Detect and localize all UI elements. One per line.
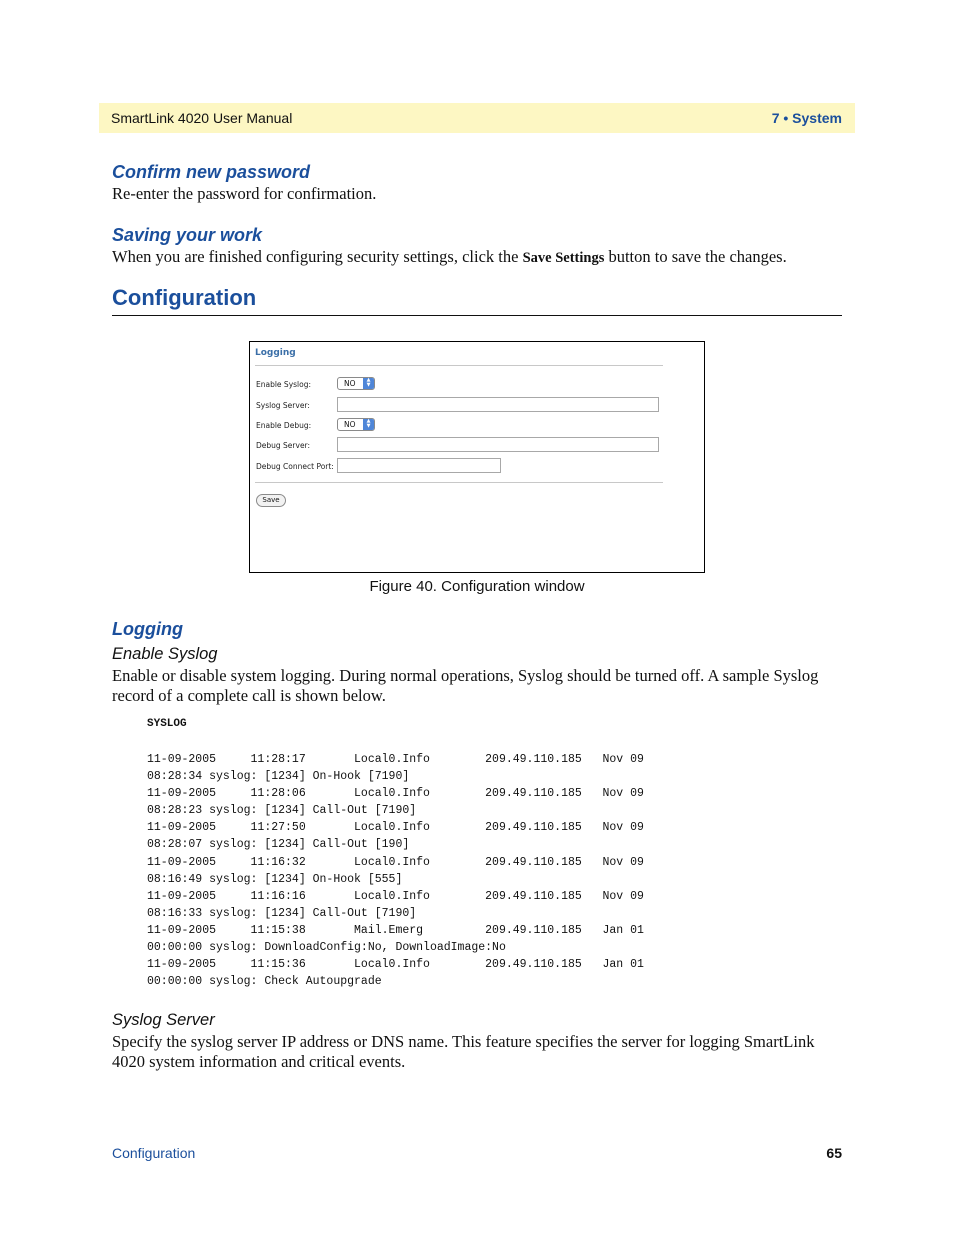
select-arrows-icon: ▲ ▼	[363, 378, 374, 389]
confirm-password-heading: Confirm new password	[112, 162, 311, 182]
enable-syslog-heading: Enable Syslog	[112, 645, 218, 663]
saving-work-heading: Saving your work	[112, 225, 263, 245]
enable-syslog-label: Enable Syslog:	[256, 380, 311, 389]
debug-server-input[interactable]	[337, 437, 659, 452]
page-number: 65	[826, 1145, 842, 1161]
enable-debug-value: NO	[344, 420, 356, 429]
configuration-heading: Configuration	[112, 285, 257, 310]
chapter-label: 7 • System	[771, 110, 842, 126]
code-line: 08:16:33 syslog: [1234] Call-Out [7190]	[147, 906, 417, 920]
panel-divider-top	[255, 365, 663, 366]
code-line: 11-09-2005 11:28:17 Local0.Info 209.49.110.185 Nov 09	[147, 753, 644, 766]
code-line: 08:28:34 syslog: [1234] On-Hook [7190]	[147, 770, 410, 784]
confirm-password-text: Re-enter the password for confirmation.	[112, 184, 377, 203]
debug-server-label: Debug Server:	[256, 441, 311, 450]
saving-work-text	[112, 247, 844, 268]
saving-work-text-before: When you are finished configuring security settings, click the	[112, 247, 523, 266]
debug-connect-port-label: Debug Connect Port:	[256, 462, 334, 471]
code-line: 11-09-2005 11:27:50 Local0.Info 209.49.110.185 Nov 09	[147, 821, 644, 835]
code-line: 11-09-2005 11:16:16 Local0.Info 209.49.110.185 Nov 09	[147, 889, 644, 903]
syslog-code-title: SYSLOG	[147, 718, 187, 730]
enable-syslog-value: NO	[344, 379, 356, 388]
manual-title: SmartLink 4020 User Manual	[111, 110, 293, 126]
running-header	[99, 103, 855, 133]
saving-work-text-after: button to save the changes.	[604, 247, 787, 266]
code-line: 00:00:00 syslog: Check Autoupgrade	[147, 975, 382, 989]
select-arrows-icon: ▲ ▼	[363, 419, 374, 430]
code-line: 11-09-2005 11:16:32 Local0.Info 209.49.110.185 Nov 09	[147, 855, 644, 869]
enable-syslog-text: Enable or disable system logging. During normal operations, Syslog should be turned off. A sample Syslog record of a complete call is shown below.	[112, 666, 819, 705]
enable-syslog-select[interactable]	[337, 377, 375, 390]
configuration-window-figure	[249, 341, 705, 573]
footer-section: Configuration	[112, 1145, 196, 1161]
enable-debug-label: Enable Debug:	[256, 421, 312, 430]
panel-divider-bottom	[255, 482, 663, 483]
code-line: 11-09-2005 11:28:06 Local0.Info 209.49.110.185 Nov 09	[147, 787, 644, 801]
logging-panel-title: Logging	[255, 348, 296, 358]
code-line: 11-09-2005 11:15:36 Local0.Info 209.49.110.185 Jan 01	[147, 958, 644, 972]
heading-rule	[112, 315, 842, 316]
debug-connect-port-input[interactable]	[337, 458, 501, 473]
save-button[interactable]: Save	[256, 494, 286, 507]
syslog-server-text: Specify the syslog server IP address or DNS name. This feature specifies the server for logging SmartLink 4020 system information and critical events.	[112, 1032, 815, 1071]
code-line: 08:16:49 syslog: [1234] On-Hook [555]	[147, 872, 403, 886]
code-line: 11-09-2005 11:15:38 Mail.Emerg 209.49.110.185 Jan 01	[147, 923, 644, 937]
code-line: 08:28:23 syslog: [1234] Call-Out [7190]	[147, 804, 417, 818]
syslog-code-block	[147, 751, 644, 990]
syslog-server-heading: Syslog Server	[112, 1011, 215, 1029]
syslog-server-label: Syslog Server:	[256, 401, 310, 410]
figure-caption: Figure 40. Configuration window	[369, 578, 585, 595]
logging-heading: Logging	[112, 619, 183, 639]
syslog-server-input[interactable]	[337, 397, 659, 412]
code-line: 08:28:07 syslog: [1234] Call-Out [190]	[147, 838, 410, 852]
save-settings-name: Save Settings	[522, 250, 605, 266]
enable-debug-select[interactable]	[337, 418, 375, 431]
code-line: 00:00:00 syslog: DownloadConfig:No, DownloadImage:No	[147, 941, 506, 955]
